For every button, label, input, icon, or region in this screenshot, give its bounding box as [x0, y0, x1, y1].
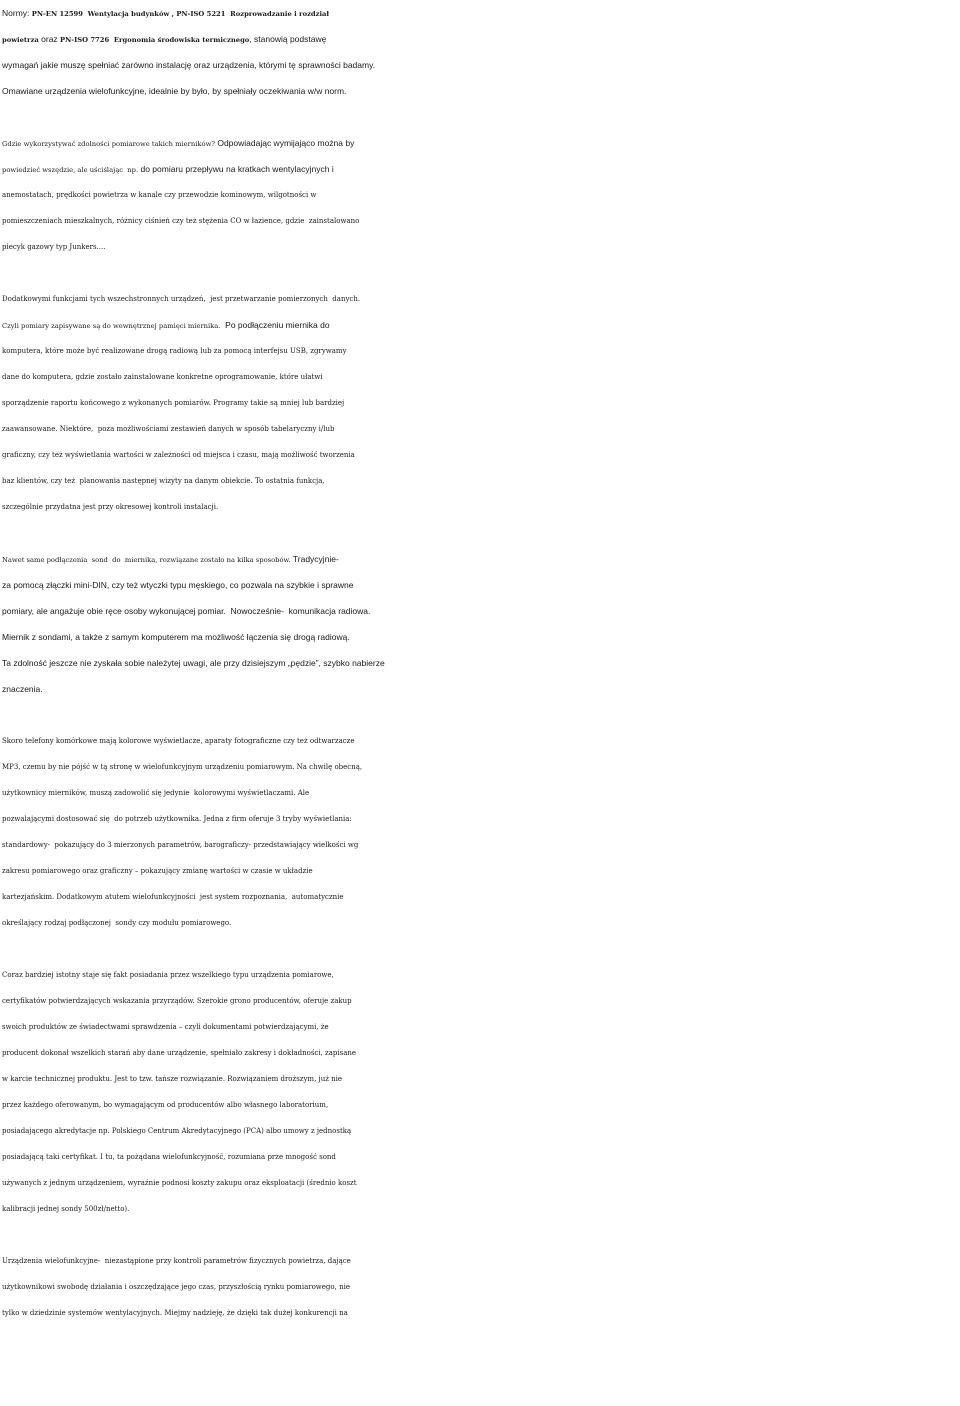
text-line: używanych z jednym urządzeniem, wyraźnie podnosi koszty zakupu oraz eksploatacji (średnio koszt [2, 1179, 357, 1187]
text-line: Skoro telefony komórkowe mają kolorowe wyświetlacze, aparaty fotograficzne czy też odtwarzacze [2, 737, 355, 745]
norm-title-iso7726: PN-ISO 7726 Ergonomia środowiska termicznego [60, 36, 250, 44]
paragraph-gap [2, 702, 958, 728]
text-line [2, 156, 958, 182]
text-line: Dodatkowymi funkcjami tych wszechstronnych urządzeń, jest przetwarzanie pomierzonych danych. [2, 295, 361, 303]
text-fragment: Tradycyjnie- [290, 554, 339, 564]
text-line: baz klientów, czy też planowania następnej wizyty na danym obiekcie. To ostatnia funkcja, [2, 477, 325, 485]
text-line: za pomocą złączki mini-DIN, czy też wtyczki typu męskiego, co pozwala na szybkie i sprawne [2, 580, 354, 590]
text-line [2, 26, 958, 52]
text-fragment: Po podłączeniu miernika do [220, 320, 330, 330]
paragraph-gap [2, 260, 958, 286]
text-fragment: Czyli pomiary zapisywane są do wewnętrznej pamięci miernika. [2, 322, 221, 330]
norm-titles: PN-EN 12599 Wentylacja budynków , PN-ISO 5221 Rozprowadzanie i rozdział [31, 10, 329, 18]
text-fragment: do pomiaru przepływu na kratkach wentylacyjnych i [138, 164, 334, 174]
text-fragment: Nawet same podłączenia sond do miernika, rozwiązane zostało na kilka sposobów. [2, 556, 291, 564]
text-line: zaawansowane. Niektóre, poza możliwościami zestawień danych w sposób tabelaryczny i/lub [2, 425, 335, 433]
text-line: MP3, czemu by nie pójść w tą stronę w wielofunkcyjnym urządzeniu pomiarowym. Na chwilę obecną, [2, 763, 363, 771]
text-line: standardowy- pokazujący do 3 mierzonych parametrów, barograficzy- przedstawiający wielkości wg [2, 841, 359, 849]
paragraph-gap [2, 520, 958, 546]
text-line: kartezjańskim. Dodatkowym atutem wielofunkcyjności jest system rozpoznania, automatycznie [2, 893, 344, 901]
text-line: piecyk gazowy typ Junkers.... [2, 243, 106, 251]
text-line: w karcie technicznej produktu. Jest to tzw. tańsze rozwiązanie. Rozwiązaniem droższym, już nie [2, 1075, 342, 1083]
text-line: określający rodzaj podłączonej sondy czy modułu pomiarowego. [2, 919, 232, 927]
paragraph-certificates [2, 962, 958, 1222]
label-norms: Normy: [2, 8, 32, 18]
paragraph-probe-connections [2, 546, 958, 702]
text-line [2, 0, 958, 26]
text-line: certyfikatów potwierdzających wskazania przyrządów. Szerokie grono producentów, oferuje zakup [2, 997, 352, 1005]
paragraph-gap [2, 1222, 958, 1248]
question-text: Gdzie wykorzystywać zdolności pomiarowe takich mierników? [2, 140, 215, 148]
text-line: dane do komputera, gdzie zostało zainstalowane konkretne oprogramowanie, które ułatwi [2, 373, 323, 381]
text-line: producent dokonał wszelkich starań aby dane urządzenie, spełniało zakresy i dokładności, zapisane [2, 1049, 357, 1057]
text-line: Urządzenia wielofunkcyjne- niezastąpione przy kontroli parametrów fizycznych powietrza, dające [2, 1257, 351, 1265]
text-line: Omawiane urządzenia wielofunkcyjne, idealnie by było, by spełniały oczekiwania w/w norm. [2, 86, 347, 96]
text-line: pozwalającymi dostosować się do potrzeb użytkownika. Jedna z firm oferuje 3 tryby wyświetlania: [2, 815, 352, 823]
text-line: Miernik z sondami, a także z samym komputerem ma możliwość łączenia się drogą radiową. [2, 632, 350, 642]
paragraph-standards [2, 0, 958, 104]
text-line: tylko w dziedzinie systemów wentylacyjnych. Miejmy nadzieję, że dzięki tak dużej konkurencji na [2, 1309, 348, 1317]
text-line: graficzny, czy też wyświetlania wartości w zależności od miejsca i czasu, mają możliwość tworzenia [2, 451, 355, 459]
paragraph-gap [2, 936, 958, 962]
text-fragment: , stanowią podstawę [249, 34, 327, 44]
text-line: przez każdego oferowanym, bo wymagającym od producentów albo własnego laboratorium, [2, 1101, 329, 1109]
text-line: komputera, które może być realizowane drogą radiową lub za pomocą interfejsu USB, zgrywamy [2, 347, 347, 355]
text-line: szczególnie przydatna jest przy okresowej kontroli instalacji. [2, 503, 219, 511]
text-line: posiadającą taki certyfikat. I tu, ta pożądana wielofunkcyjność, rozumiana prze mnogość sond [2, 1153, 336, 1161]
paragraph-displays [2, 728, 958, 936]
text-line: znaczenia. [2, 684, 43, 694]
text-line: swoich produktów ze świadectwami sprawdzenia – czyli dokumentami potwierdzającymi, że [2, 1023, 329, 1031]
text-line: użytkownicy mierników, muszą zadowolić się jedynie kolorowymi wyświetlaczami. Ale [2, 789, 310, 797]
text-line: posiadającego akredytacje np. Polskiego Centrum Akredytacyjnego (PCA) albo umowy z jednostką [2, 1127, 352, 1135]
text-line [2, 312, 958, 338]
text-line: anemostatach, prędkości powietrza w kanale czy przewodzie kominowym, wilgotności w [2, 191, 317, 199]
norm-titles-cont: powietrza [2, 36, 39, 44]
text-line [2, 130, 958, 156]
paragraph-data-processing [2, 286, 958, 520]
text-fragment: Odpowiadając wymijająco można by [214, 138, 355, 148]
text-fragment: powiedzieć wszędzie, ale uściślając np. [2, 166, 139, 174]
text-fragment: oraz [38, 34, 61, 44]
text-line: kalibracji jednej sondy 500zł/netto). [2, 1205, 130, 1213]
paragraph-usage [2, 130, 958, 260]
text-line: użytkownikowi swobodę działania i oszczędzające jego czas, przyszłością rynku pomiarowego, nie [2, 1283, 350, 1291]
text-line [2, 546, 958, 572]
text-line: sporządzenie raportu końcowego z wykonanych pomiarów. Programy takie są mniej lub bardziej [2, 399, 345, 407]
paragraph-gap [2, 104, 958, 130]
text-line: Ta zdolność jeszcze nie zyskała sobie należytej uwagi, ale przy dzisiejszym „pędzie”, szybko nabierze [2, 658, 385, 668]
text-line: pomieszczeniach mieszkalnych, różnicy ciśnień czy też stężenia CO w łazience, gdzie zainstalowano [2, 217, 360, 225]
text-line: pomiary, ale angażuje obie ręce osoby wykonującej pomiar. Nowocześnie- komunikacja radiowa. [2, 606, 371, 616]
text-line: zakresu pomiarowego oraz graficzny – pokazujący zmianę wartości w czasie w układzie [2, 867, 313, 875]
text-line: wymagań jakie muszę spełniać zarówno instalację oraz urządzenia, którymi tę sprawności badamy. [2, 60, 376, 70]
paragraph-conclusion [2, 1248, 958, 1326]
text-line: Coraz bardziej istotny staje się fakt posiadania przez wszelkiego typu urządzenia pomiarowe, [2, 971, 334, 979]
